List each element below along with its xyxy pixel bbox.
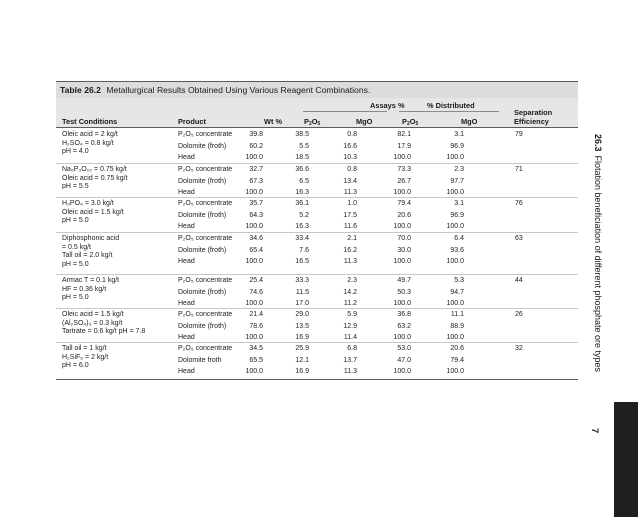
value-cell-d-m: 3.1 (454, 131, 464, 138)
separation-efficiency: 26 (515, 311, 523, 318)
test-condition-line: pH = 5.5 (62, 183, 89, 191)
value-cell-wt: 60.2 (249, 142, 263, 150)
value-cell-d-p: 17.9 (397, 142, 411, 150)
value-cell-d-p: 30.0 (397, 246, 411, 254)
value-cell-d-p: 49.7 (397, 277, 411, 284)
value-cell-a-m: 17.5 (343, 211, 357, 219)
value-cell-d-p: 100.0 (393, 300, 411, 307)
value-cell-a-m: 5.9 (347, 311, 357, 318)
product-cell: Head (178, 154, 195, 161)
value-cell-d-p: 20.6 (397, 211, 411, 219)
product-cell: Head (178, 258, 195, 265)
value-cell-d-m: 88.9 (450, 322, 464, 330)
value-cell-a-m: 11.3 (343, 189, 357, 196)
page-number: 7 (589, 428, 600, 434)
value-cell-d-p: 79.4 (397, 200, 411, 207)
separation-efficiency: 32 (515, 345, 523, 352)
value-cell-d-m: 97.7 (450, 177, 464, 185)
assays-group-rule (303, 111, 387, 112)
test-condition-line: (Al₂SO₄)₃ = 0.3 kg/t (62, 319, 123, 327)
product-cell: P₂O₅ concentrate (178, 131, 233, 138)
test-condition-line: Tall oil = 2.0 kg/t (62, 252, 113, 260)
value-cell-a-p: 16.3 (295, 189, 309, 196)
value-cell-a-m: 11.3 (343, 258, 357, 265)
value-cell-d-p: 100.0 (393, 334, 411, 341)
value-cell-a-p: 18.5 (295, 154, 309, 161)
value-cell-a-p: 25.9 (295, 345, 309, 352)
table-header (56, 98, 578, 128)
value-cell-d-p: 26.7 (397, 177, 411, 185)
value-cell-d-m: 3.1 (454, 200, 464, 207)
separation-efficiency: 76 (515, 200, 523, 207)
table-number: Table 26.2 (60, 85, 101, 95)
value-cell-d-m: 96.9 (450, 142, 464, 150)
value-cell-a-p: 16.5 (295, 258, 309, 265)
value-cell-d-p: 63.2 (397, 322, 411, 330)
value-cell-d-m: 79.4 (450, 356, 464, 364)
col-wt: Wt % (264, 117, 283, 126)
value-cell-wt: 65.4 (249, 246, 263, 254)
test-condition-line: pH = 6.0 (62, 362, 89, 370)
value-cell-d-p: 100.0 (393, 189, 411, 196)
value-cell-wt: 64.3 (249, 211, 263, 219)
value-cell-wt: 39.8 (249, 131, 263, 138)
value-cell-d-m: 11.1 (450, 311, 464, 318)
value-cell-wt: 100.0 (245, 154, 263, 161)
col-separation-line1: Separation (514, 108, 553, 117)
col-dist-p2o5-sub1: 2 (406, 121, 410, 127)
value-cell-a-p: 16.3 (295, 223, 309, 230)
value-cell-d-p: 100.0 (393, 154, 411, 161)
test-condition-line: Oleic acid = 0.75 kg/t (62, 174, 128, 182)
product-cell: Dolomite froth (178, 356, 222, 364)
value-cell-wt: 67.3 (249, 177, 263, 185)
value-cell-a-p: 5.2 (299, 211, 309, 219)
product-cell: P₂O₅ concentrate (178, 345, 233, 352)
test-condition-line: Oleic acid = 2 kg/t (62, 131, 118, 138)
value-cell-wt: 74.6 (249, 288, 263, 296)
value-cell-a-m: 1.0 (347, 200, 357, 207)
test-condition-line: pH = 5.0 (62, 217, 89, 225)
product-cell: P₂O₅ concentrate (178, 200, 233, 207)
value-cell-a-m: 10.3 (343, 154, 357, 161)
col-dist-p2o5 (402, 117, 418, 129)
value-cell-wt: 35.7 (249, 200, 263, 207)
test-condition-line: Oleic acid = 1.5 kg/t (62, 208, 124, 216)
test-condition-line: H₂SiF₆ = 2 kg/t (62, 353, 109, 361)
value-cell-a-p: 33.4 (295, 235, 309, 242)
distributed-group-rule (399, 111, 499, 112)
value-cell-d-m: 100.0 (446, 300, 464, 307)
value-cell-a-m: 11.4 (343, 334, 357, 341)
col-assay-p2o5-sub1: 2 (308, 121, 312, 127)
thumb-tab-bar (614, 402, 638, 517)
value-cell-a-m: 12.9 (343, 322, 357, 330)
product-cell: Head (178, 300, 195, 307)
test-condition-line: = 0.5 kg/t (62, 243, 91, 251)
test-condition-line: Na₅P₃O₁₀ = 0.75 kg/t (62, 166, 127, 173)
test-condition-line: HF = 0.36 kg/t (62, 285, 107, 293)
product-cell: Dolomite (froth) (178, 246, 227, 254)
test-condition-line: Armac T = 0.1 kg/t (62, 277, 120, 284)
col-assay-p2o5-p: P (304, 117, 309, 126)
product-cell: P₂O₅ concentrate (178, 277, 233, 284)
product-cell: Head (178, 368, 195, 375)
value-cell-a-p: 13.5 (295, 322, 309, 330)
value-cell-wt: 21.4 (249, 311, 263, 318)
value-cell-wt: 100.0 (245, 368, 263, 375)
value-cell-wt: 100.0 (245, 258, 263, 265)
value-cell-wt: 100.0 (245, 223, 263, 230)
test-condition-line: pH = 5.0 (62, 260, 89, 268)
value-cell-d-m: 96.9 (450, 211, 464, 219)
value-cell-a-p: 29.0 (295, 311, 309, 318)
value-cell-a-p: 17.0 (295, 300, 309, 307)
value-cell-a-m: 14.2 (343, 288, 357, 296)
col-assay-p2o5-o: O (311, 117, 318, 126)
value-cell-d-m: 100.0 (446, 368, 464, 375)
product-cell: P₂O₅ concentrate (178, 166, 233, 173)
value-cell-a-p: 11.5 (295, 288, 309, 296)
value-cell-d-p: 47.0 (397, 356, 411, 364)
value-cell-wt: 100.0 (245, 189, 263, 196)
col-product: Product (178, 117, 206, 126)
value-cell-a-p: 16.9 (295, 334, 309, 341)
value-cell-wt: 78.6 (249, 322, 263, 330)
value-cell-d-m: 100.0 (446, 223, 464, 230)
test-condition-line: H₃PO₄ = 3.0 kg/t (62, 200, 114, 207)
col-dist-p2o5-o: O (409, 117, 416, 126)
product-cell: Dolomite (froth) (178, 211, 227, 219)
col-assay-mgo: MgO (356, 117, 373, 126)
test-condition-line: Diphosphonic acid (62, 235, 120, 242)
test-condition-line: pH = 4.0 (62, 148, 89, 156)
test-condition-line: Tall oil = 1 kg/t (62, 345, 107, 352)
separation-efficiency: 71 (515, 166, 523, 173)
separation-efficiency: 44 (515, 277, 523, 284)
value-cell-d-m: 100.0 (446, 189, 464, 196)
col-separation-line2: Efficiency (514, 117, 549, 126)
value-cell-a-p: 38.5 (295, 131, 309, 138)
group-separator (56, 342, 578, 343)
value-cell-d-m: 5.3 (454, 277, 464, 284)
running-head-title: Flotation beneficiation of different phosphate ore types (593, 155, 603, 373)
group-separator (56, 308, 578, 309)
value-cell-wt: 25.4 (249, 277, 263, 284)
value-cell-d-m: 2.3 (454, 166, 464, 173)
test-condition-line: Oleic acid = 1.5 kg/t (62, 311, 124, 318)
value-cell-d-p: 70.0 (397, 235, 411, 242)
separation-efficiency: 79 (515, 131, 523, 138)
value-cell-wt: 100.0 (245, 300, 263, 307)
product-cell: Dolomite (froth) (178, 177, 227, 185)
test-condition-line: H₂SO₄ = 0.8 kg/t (62, 139, 114, 147)
product-cell: Dolomite (froth) (178, 288, 227, 296)
group-separator (56, 232, 578, 233)
value-cell-d-p: 100.0 (393, 258, 411, 265)
test-condition-line: Tartrate = 0.6 kg/t pH = 7.8 (62, 328, 146, 336)
value-cell-d-p: 53.0 (397, 345, 411, 352)
group-separator (56, 197, 578, 198)
col-dist-mgo: MgO (461, 117, 478, 126)
value-cell-a-m: 2.3 (347, 277, 357, 284)
value-cell-a-p: 12.1 (295, 356, 309, 364)
value-cell-a-m: 11.6 (343, 223, 357, 230)
product-cell: Head (178, 189, 195, 196)
value-cell-a-p: 6.5 (299, 177, 309, 185)
value-cell-wt: 34.6 (249, 235, 263, 242)
value-cell-a-m: 6.8 (347, 345, 357, 352)
col-dist-p2o5-p: P (402, 117, 407, 126)
product-cell: Head (178, 334, 195, 341)
col-assay-p2o5 (304, 117, 320, 129)
group-separator (56, 163, 578, 164)
col-test-conditions: Test Conditions (62, 117, 118, 126)
value-cell-a-m: 13.4 (343, 177, 357, 185)
value-cell-d-p: 100.0 (393, 368, 411, 375)
value-cell-a-m: 2.1 (347, 235, 357, 242)
test-condition-line: pH = 5.0 (62, 294, 89, 302)
value-cell-d-p: 82.1 (397, 131, 411, 138)
value-cell-a-p: 5.5 (299, 142, 309, 150)
value-cell-a-m: 16.2 (343, 246, 357, 254)
value-cell-d-m: 100.0 (446, 154, 464, 161)
value-cell-d-m: 100.0 (446, 334, 464, 341)
col-dist-p2o5-sub2: 5 (415, 121, 419, 127)
table-caption-text: Metallurgical Results Obtained Using Various Reagent Combinations. (106, 85, 371, 95)
value-cell-d-p: 73.3 (397, 166, 411, 173)
value-cell-a-m: 16.6 (343, 142, 357, 150)
product-cell: Head (178, 223, 195, 230)
group-separator (56, 274, 578, 275)
value-cell-wt: 34.5 (249, 345, 263, 352)
value-cell-d-m: 100.0 (446, 258, 464, 265)
value-cell-d-m: 94.7 (450, 288, 464, 296)
value-cell-d-m: 20.6 (450, 345, 464, 352)
table-caption (56, 82, 578, 98)
product-cell: Dolomite (froth) (178, 142, 227, 150)
value-cell-a-p: 16.9 (295, 368, 309, 375)
product-cell: Dolomite (froth) (178, 322, 227, 330)
value-cell-a-m: 0.8 (347, 166, 357, 173)
running-head (590, 134, 606, 434)
value-cell-wt: 65.5 (249, 356, 263, 364)
distributed-group-header: % Distributed (427, 101, 475, 110)
value-cell-d-p: 50.3 (397, 288, 411, 296)
value-cell-a-p: 7.6 (299, 246, 309, 254)
value-cell-a-p: 33.3 (295, 277, 309, 284)
value-cell-wt: 32.7 (249, 166, 263, 173)
value-cell-a-m: 11.2 (343, 300, 357, 307)
value-cell-wt: 100.0 (245, 334, 263, 341)
product-cell: P₂O₅ concentrate (178, 311, 233, 318)
value-cell-a-m: 11.3 (343, 368, 357, 375)
running-head-section: 26.3 (593, 134, 603, 152)
value-cell-d-m: 93.6 (450, 246, 464, 254)
value-cell-d-m: 6.4 (454, 235, 464, 242)
value-cell-a-m: 0.8 (347, 131, 357, 138)
value-cell-d-p: 100.0 (393, 223, 411, 230)
value-cell-a-m: 13.7 (343, 356, 357, 364)
col-assay-p2o5-sub2: 5 (317, 121, 321, 127)
separation-efficiency: 63 (515, 235, 523, 242)
assays-group-header: Assays % (370, 101, 405, 110)
value-cell-a-p: 36.6 (295, 166, 309, 173)
product-cell: P₂O₅ concentrate (178, 235, 233, 242)
value-cell-a-p: 36.1 (295, 200, 309, 207)
value-cell-d-p: 36.8 (397, 311, 411, 318)
